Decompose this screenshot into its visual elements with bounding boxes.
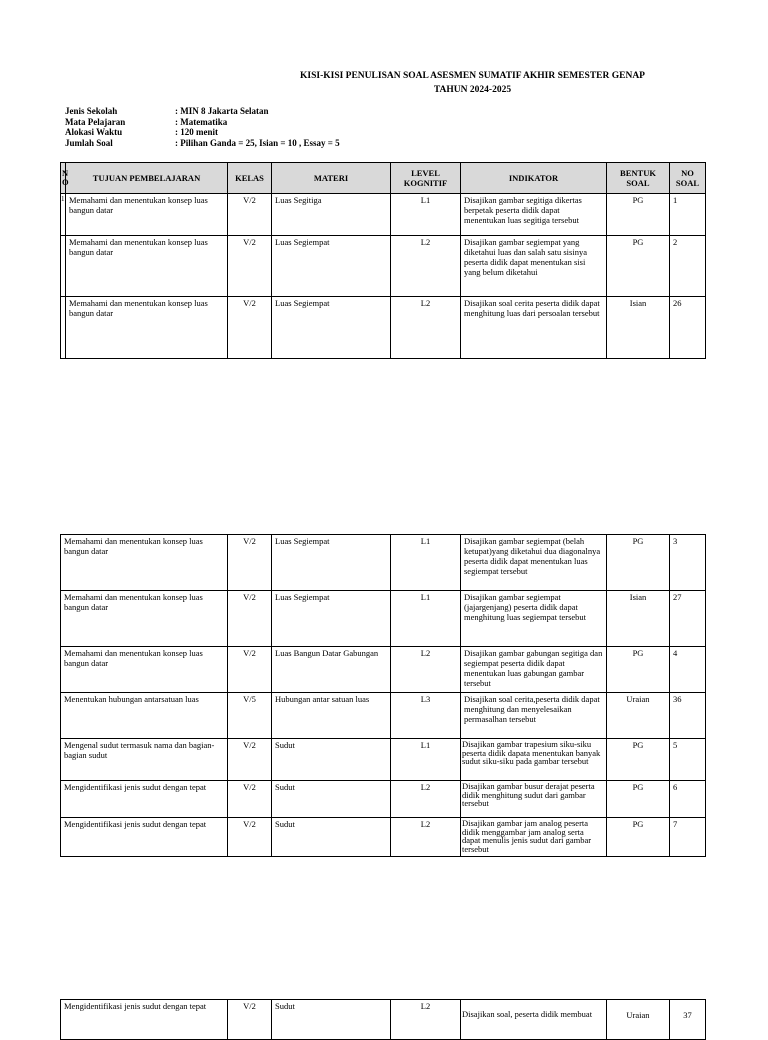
cell-kelas: V/5 — [228, 693, 272, 739]
cell-nosoal: 4 — [670, 647, 706, 693]
kisi-kisi-table-page1 — [60, 162, 706, 359]
header-bentuk: BENTUK SOAL — [607, 163, 670, 194]
table-row — [61, 647, 706, 693]
cell-no — [61, 297, 66, 359]
cell-bentuk: Uraian — [607, 693, 670, 739]
cell-nosoal: 7 — [670, 818, 706, 857]
cell-bentuk: PG — [607, 236, 670, 297]
cell-kelas: V/2 — [228, 591, 272, 647]
meta-row-count — [65, 138, 340, 149]
cell-nosoal: 3 — [670, 535, 706, 591]
cell-nosoal: 27 — [670, 591, 706, 647]
header-no: N O — [61, 163, 66, 194]
cell-nosoal: 5 — [670, 739, 706, 781]
cell-tujuan: Mengenal sudut termasuk nama dan bagian-bagian sudut — [61, 739, 228, 781]
table-row — [61, 818, 706, 857]
cell-bentuk: PG — [607, 739, 670, 781]
cell-bentuk: Isian — [607, 297, 670, 359]
cell-kelas: V/2 — [228, 818, 272, 857]
kisi-kisi-table-page3 — [60, 999, 706, 1040]
cell-bentuk: PG — [607, 781, 670, 818]
cell-tujuan: Mengidentifikasi jenis sudut dengan tepat — [61, 818, 228, 857]
meta-value: : Matematika — [175, 116, 228, 127]
cell-no: 1 — [61, 194, 66, 236]
meta-label: Jenis Sekolah — [65, 106, 118, 116]
cell-indikator: Disajikan soal cerita,peserta didik dapat menghitung dan menyelesaikan permasalhan tersebut — [461, 693, 607, 739]
cell-materi: Luas Segiempat — [272, 236, 391, 297]
document-title: KISI-KISI PENULISAN SOAL ASESMEN SUMATIF AKHIR SEMESTER GENAP — [300, 71, 645, 81]
cell-kelas: V/2 — [228, 236, 272, 297]
table-row — [61, 297, 706, 359]
cell-nosoal: 6 — [670, 781, 706, 818]
cell-indikator: Disajikan gambar gabungan segitiga dan segiempat peserta didik dapat menentukan luas gabungan gambar tersebut — [461, 647, 607, 693]
document-subtitle: TAHUN 2024-2025 — [433, 85, 512, 95]
cell-level: L2 — [391, 297, 461, 359]
header-nosoal: NO SOAL — [670, 163, 706, 194]
cell-tujuan: Memahami dan menentukan konsep luas bangun datar — [66, 297, 228, 359]
cell-level: L2 — [391, 781, 461, 818]
cell-indikator: Disajikan gambar segiempat (belah ketupat)yang diketahui dua diagonalnya peserta didik dapat menentukan luas segiempat tersebut — [461, 535, 607, 591]
cell-indikator: Disajikan gambar busur derajat peserta didik menghitung sudut dari gambar tersebut — [461, 781, 607, 818]
cell-indikator: Disajikan gambar trapesium siku-siku peserta didik dapata menentukan banyak sudut siku-siku pada gambar tersebut — [461, 739, 607, 781]
cell-kelas: V/2 — [228, 739, 272, 781]
cell-materi: Luas Segiempat — [272, 297, 391, 359]
meta-label: Mata Pelajaran — [65, 116, 126, 127]
cell-level: L3 — [391, 693, 461, 739]
meta-value: : 120 menit — [175, 127, 218, 137]
cell-kelas: V/2 — [228, 1000, 272, 1040]
cell-level: L1 — [391, 194, 461, 236]
table-row — [61, 693, 706, 739]
cell-materi: Luas Segiempat — [272, 535, 391, 591]
header-indikator: INDIKATOR — [461, 163, 607, 194]
cell-kelas: V/2 — [228, 297, 272, 359]
cell-kelas: V/2 — [228, 781, 272, 818]
cell-no — [61, 236, 66, 297]
meta-label: Jumlah Soal — [65, 137, 113, 148]
cell-indikator: Disajikan soal, peserta didik membuat — [461, 1000, 607, 1040]
cell-tujuan: Memahami dan menentukan konsep luas bangun datar — [61, 591, 228, 647]
cell-kelas: V/2 — [228, 647, 272, 693]
cell-materi: Sudut — [272, 739, 391, 781]
cell-indikator: Disajikan gambar segiempat (jajargenjang) peserta didik dapat menghitung luas segiempat tersebut — [461, 591, 607, 647]
cell-tujuan: Memahami dan menentukan konsep luas bangun datar — [66, 236, 228, 297]
table-row — [61, 535, 706, 591]
cell-materi: Sudut — [272, 818, 391, 857]
table-row — [61, 194, 706, 236]
cell-level: L1 — [391, 739, 461, 781]
meta-value: : MIN 8 Jakarta Selatan — [175, 106, 269, 116]
cell-bentuk: Uraian — [607, 1000, 670, 1040]
cell-materi: Sudut — [272, 781, 391, 818]
meta-row-time — [65, 127, 340, 138]
table-row — [61, 591, 706, 647]
cell-level: L2 — [391, 236, 461, 297]
meta-row-school — [65, 106, 340, 117]
cell-level: L2 — [391, 647, 461, 693]
cell-bentuk: Isian — [607, 591, 670, 647]
cell-materi: Luas Segiempat — [272, 591, 391, 647]
header-level: LEVEL KOGNITIF — [391, 163, 461, 194]
cell-indikator: Disajikan gambar segitiga dikertas berpetak peserta didik dapat menentukan luas segitiga tersebut — [461, 194, 607, 236]
cell-tujuan: Memahami dan menentukan konsep luas bangun datar — [66, 194, 228, 236]
cell-materi: Luas Segitiga — [272, 194, 391, 236]
document-meta — [65, 106, 340, 148]
cell-indikator: Disajikan gambar jam analog peserta didik menggambar jam analog serta dapat menulis jenis sudut dari gambar tersebut — [461, 818, 607, 857]
cell-materi: Hubungan antar satuan luas — [272, 693, 391, 739]
cell-nosoal: 2 — [670, 236, 706, 297]
cell-nosoal: 36 — [670, 693, 706, 739]
table-header-row — [61, 163, 706, 194]
cell-nosoal: 26 — [670, 297, 706, 359]
cell-indikator: Disajikan soal cerita peserta didik dapat menghitung luas dari persoalan tersebut — [461, 297, 607, 359]
table-row — [61, 781, 706, 818]
cell-tujuan: Memahami dan menentukan konsep luas bangun datar — [61, 647, 228, 693]
kisi-kisi-table-page2 — [60, 534, 706, 857]
header-materi: MATERI — [272, 163, 391, 194]
meta-row-subject — [65, 117, 340, 128]
cell-level: L1 — [391, 535, 461, 591]
cell-kelas: V/2 — [228, 194, 272, 236]
cell-level: L2 — [391, 1000, 461, 1040]
cell-bentuk: PG — [607, 647, 670, 693]
cell-nosoal: 1 — [670, 194, 706, 236]
cell-tujuan: Memahami dan menentukan konsep luas bangun datar — [61, 535, 228, 591]
cell-kelas: V/2 — [228, 535, 272, 591]
cell-level: L2 — [391, 818, 461, 857]
cell-tujuan: Menentukan hubungan antarsatuan luas — [61, 693, 228, 739]
meta-label: Alokasi Waktu — [65, 127, 123, 137]
meta-value: : Pilihan Ganda = 25, Isian = 10 , Essay = 5 — [175, 137, 340, 148]
table-row — [61, 1000, 706, 1040]
cell-bentuk: PG — [607, 194, 670, 236]
cell-materi: Luas Bangun Datar Gabungan — [272, 647, 391, 693]
cell-materi: Sudut — [272, 1000, 391, 1040]
cell-bentuk: PG — [607, 535, 670, 591]
cell-bentuk: PG — [607, 818, 670, 857]
header-tujuan: TUJUAN PEMBELAJARAN — [66, 163, 228, 194]
header-kelas: KELAS — [228, 163, 272, 194]
cell-level: L1 — [391, 591, 461, 647]
cell-nosoal: 37 — [670, 1000, 706, 1040]
table-row — [61, 739, 706, 781]
table-row — [61, 236, 706, 297]
cell-tujuan: Mengidentifikasi jenis sudut dengan tepat — [61, 1000, 228, 1040]
cell-indikator: Disajikan gambar segiempat yang diketahui luas dan salah satu sisinya peserta didik dapat menentukan sisi yang belum diketahui — [461, 236, 607, 297]
cell-tujuan: Mengidentifikasi jenis sudut dengan tepat — [61, 781, 228, 818]
